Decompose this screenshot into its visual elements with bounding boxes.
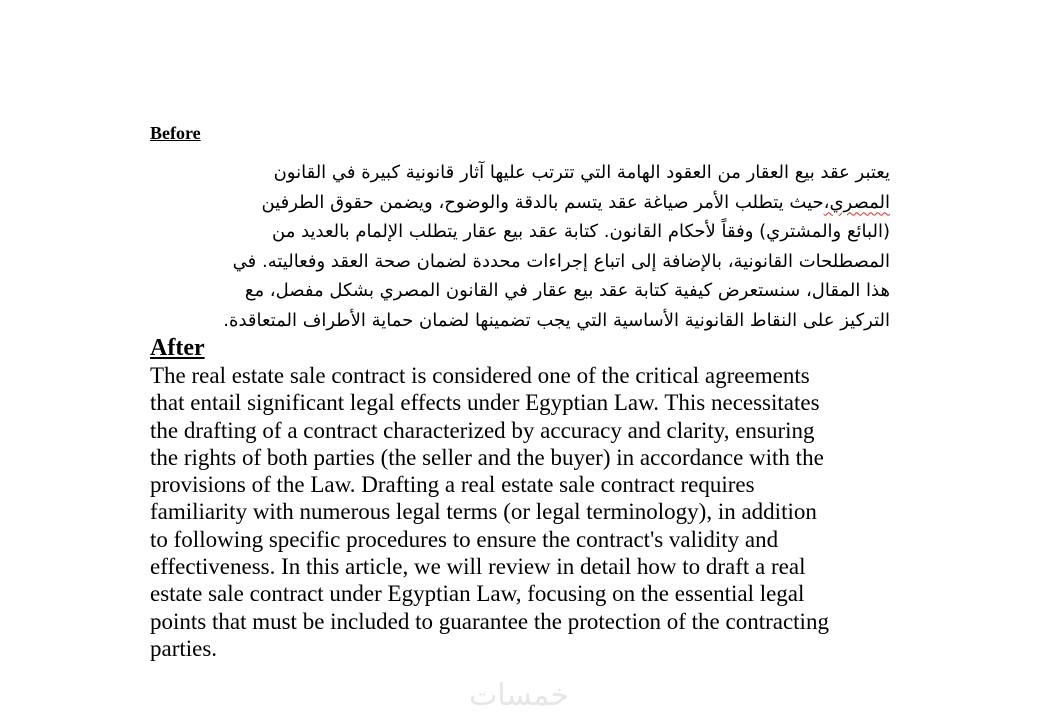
arabic-line: هذا المقال، سنستعرض كيفية كتابة عقد بيع عقار في القانون المصري بشكل مفصل، مع — [244, 280, 890, 301]
english-line: effectiveness. In this article, we will review in detail how to draft a real — [150, 554, 806, 580]
english-line: provisions of the Law. Drafting a real estate sale contract requires — [150, 472, 755, 498]
arabic-line: (البائع والمشتري) وفقاً لأحكام القانون. كتابة عقد بيع عقار يتطلب الإلمام بالعديد من — [272, 221, 890, 242]
arabic-line: التركيز على النقاط القانونية الأساسية التي يجب تضمينها لضمان حماية الأطراف المتعاقدة. — [223, 309, 890, 331]
watermark-logo: خمسات — [468, 678, 570, 713]
arabic-line — [150, 188, 890, 218]
arabic-line-text: حيث يتطلب الأمر صياغة عقد يتسم بالدقة والوضوح، ويضمن حقوق الطرفين — [261, 191, 824, 213]
english-line: that entail significant legal effects under Egyptian Law. This necessitates — [150, 390, 820, 416]
english-line: points that must be included to guarantee the protection of the contracting — [150, 608, 829, 634]
spellcheck-flagged-word[interactable]: المصري، — [823, 191, 890, 213]
english-line: parties. — [150, 635, 218, 661]
english-line: The real estate sale contract is considered one of the critical agreements — [150, 363, 810, 388]
english-line: the drafting of a contract characterized by accuracy and clarity, ensuring — [150, 417, 815, 443]
english-line: the rights of both parties (the seller and the buyer) in accordance with the — [150, 444, 824, 470]
english-paragraph — [150, 362, 910, 662]
arabic-paragraph — [150, 158, 890, 335]
arabic-line: المصطلحات القانونية، بالإضافة إلى اتباع إجراءات محددة لضمان صحة العقد وفعاليته. في — [232, 250, 890, 272]
arabic-line: يعتبر عقد بيع العقار من العقود الهامة التي تترتب عليها آثار قانونية كبيرة في القانون — [273, 162, 890, 183]
english-line: estate sale contract under Egyptian Law, focusing on the essential legal — [150, 581, 805, 607]
english-line: to following specific procedures to ensure the contract's validity and — [150, 526, 779, 552]
after-heading: After — [150, 335, 205, 361]
before-heading: Before — [150, 123, 201, 143]
english-line: familiarity with numerous legal terms (or legal terminology), in addition — [150, 499, 817, 525]
